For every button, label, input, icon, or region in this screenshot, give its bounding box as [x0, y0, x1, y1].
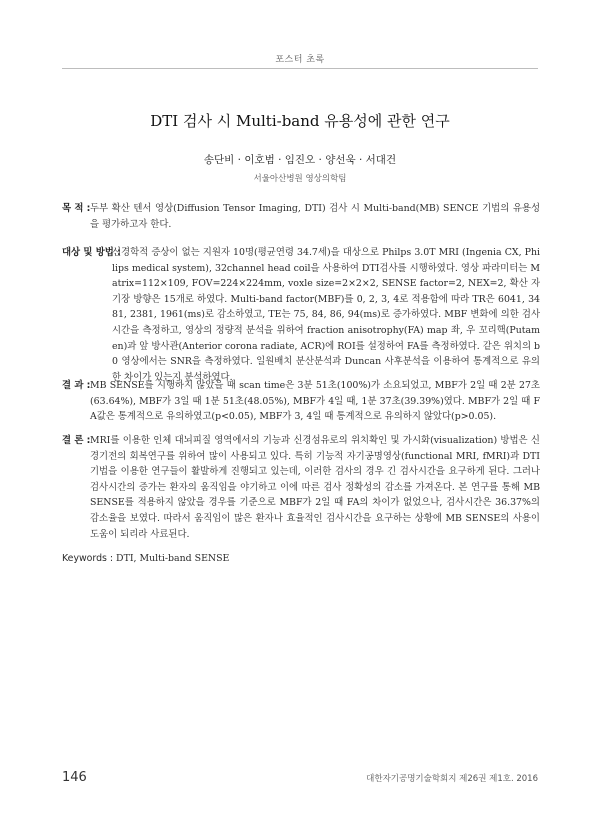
- section-purpose: [62, 201, 540, 232]
- header-divider: [62, 68, 538, 69]
- section-conclusion-text: MRI를 이용한 인체 대뇌피질 영역에서의 기능과 신경섬유로의 위치확인 및 가시화(visualization) 방법은 신경기전의 회복연구를 위하여 많이 사용되고 있다. 특히 기능적 자기공명영상(functional MRI, fMRI)과 DTI 기법을 이용한 연구들이 활발하게 진행되고 있는데, 이러한 검사의 경우 긴 검사시간을 요구하게 된다. 그러나 검사시간의 증가는 환자의 움직임을 야기하고 이에 따른 검사 정확성의 감소를 가져온다. 본 연구를 통해 MB SENSE를 적용하지 않았을 경우를 기준으로 MBF가 2일 때 FA의 차이가 없었으나, 검사시간은 36.37%의 감소율을 보였다. 따라서 움직임이 많은 환자나 효율적인 검사시간을 요구하는 상황에 MB SENSE의 사용이 도움이 되리라 사료된다.: [90, 435, 540, 540]
- keywords-label: Keywords :: [62, 553, 117, 564]
- section-results: [62, 378, 540, 425]
- section-purpose-label: 목 적 :: [62, 203, 91, 214]
- page-number: 146: [62, 770, 87, 785]
- section-conclusion: [62, 433, 540, 542]
- article-affiliation: 서울아산병원 영상의학팀: [253, 174, 347, 184]
- section-results-text: MB SENSE를 시행하지 않았을 때 scan time은 3분 51초(100%)가 소요되었고, MBF가 2일 때 2분 27초(63.64%), MBF가 3일 때 1분 51초(48.05%), MBF가 4일 때, 1분 37초(39.39%)였다. MBF가 2일 때 FA값은 통계적으로 유의하였고(p<0.05), MBF가 3, 4일 때 통계적으로 유의하지 않았다(p>0.05).: [90, 380, 540, 423]
- section-purpose-text: 두부 확산 텐서 영상(Diffusion Tensor Imaging, DTI) 검사 시 Multi-band(MB) SENCE 기법의 유용성을 평가하고자 한다.: [90, 203, 540, 230]
- section-method-label: 대상 및 방법 :: [62, 247, 121, 258]
- header-category: 포스터 초록: [275, 55, 325, 65]
- article-title: DTI 검사 시 Multi-band 유용성에 관한 연구: [150, 112, 450, 130]
- keywords-text: DTI, Multi-band SENSE: [116, 553, 230, 564]
- keywords: [62, 553, 540, 564]
- article-authors: 송단비 · 이호범 · 임진오 · 양선욱 · 서대건: [203, 154, 397, 166]
- journal-citation: 대한자기공명기술학회지 제26권 제1호. 2016: [366, 774, 538, 784]
- section-method: [62, 245, 540, 385]
- section-conclusion-label: 결 론 :: [62, 435, 91, 446]
- section-method-text: 신경학적 증상이 없는 지원자 10명(평균연령 34.7세)을 대상으로 Philps 3.0T MRI (Ingenia CX, Philips medical system), 32channel head coil을 사용하여 DTI검사를 시행하였다. 영상 파라미터는 Matrix=112×109, FOV=224×224mm, voxle size=2×2×2, SENSE factor=2, NEX=2, 확산 자기장 방향은 15개로 하였다. Multi-band factor(MBF)를 0, 2, 3, 4로 적용함에 따라 TR은 6041, 3481, 2381, 1961(ms)로 감소하였고, TE는 75, 84, 86, 94(ms)로 증가하였다. MBF 변화에 의한 검사 시간을 측정하고, 영상의 정량적 분석을 위하여 fraction anisotrophy(FA) map 좌, 우 꼬리핵(Putamen)과 앞 방사관(Anterior corona radiate, ACR)에 ROI를 설정하여 FA를 측정하였다. 같은 위치의 b0 영상에서는 SNR을 측정하였다. 일원배치 분산분석과 Duncan 사후분석을 이용하여 통계적으로 유의한 차이가 있는지 분석하였다.: [112, 247, 540, 383]
- section-results-label: 결 과 :: [62, 380, 91, 391]
